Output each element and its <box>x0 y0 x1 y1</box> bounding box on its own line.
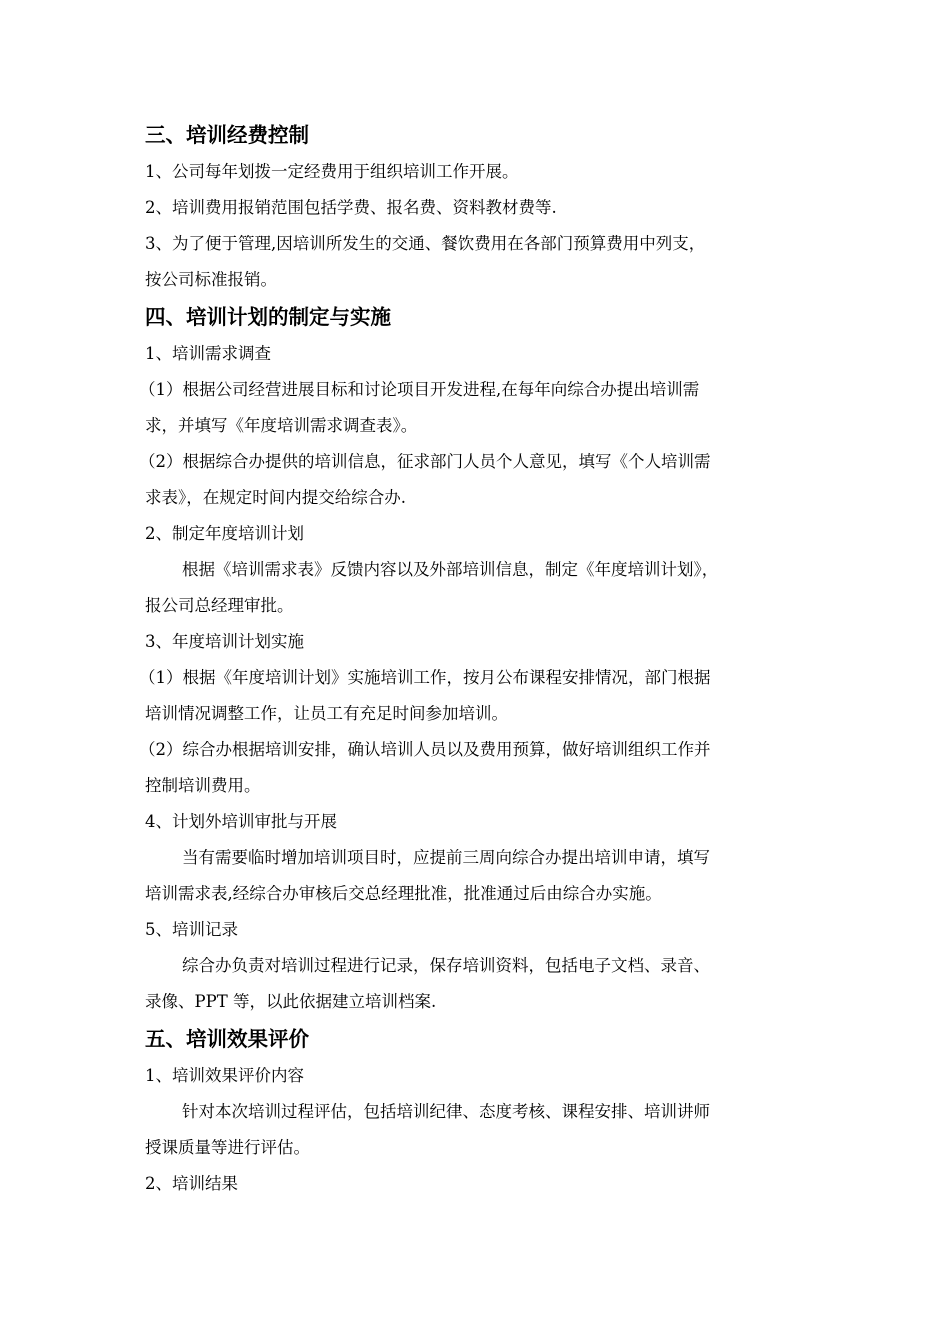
paragraph-line: 录像、PPT 等，以此依据建立培训档案. <box>145 992 437 1011</box>
paragraph-line: （2）根据综合办提供的培训信息，征求部门人员个人意见，填写《个人培训需 <box>139 452 711 471</box>
paragraph-line: 当有需要临时增加培训项目时，应提前三周向综合办提出培训申请，填写 <box>182 848 710 867</box>
document-body <box>139 116 815 1202</box>
paragraph-line: 培训需求表,经综合办审核后交总经理批准，批准通过后由综合办实施。 <box>145 884 662 903</box>
paragraph-line: （1）根据《年度培训计划》实施培训工作，按月公布课程安排情况，部门根据 <box>139 668 711 687</box>
paragraph-line: （1）根据公司经营进展目标和讨论项目开发进程,在每年向综合办提出培训需 <box>139 380 700 399</box>
section-heading-5: 五、培训效果评价 <box>145 1027 309 1051</box>
section-heading-3: 三、培训经费控制 <box>145 123 309 147</box>
subheading: 1、培训需求调查 <box>145 344 271 363</box>
paragraph-line: 授课质量等进行评估。 <box>145 1138 310 1157</box>
paragraph-line: 报公司总经理审批。 <box>145 596 294 615</box>
subheading: 5、培训记录 <box>145 920 238 939</box>
subheading: 2、制定年度培训计划 <box>145 524 304 543</box>
subheading: 4、计划外培训审批与开展 <box>145 812 337 831</box>
paragraph-line: 3、为了便于管理,因培训所发生的交通、餐饮费用在各部门预算费用中列支， <box>145 234 706 253</box>
paragraph-line: 按公司标准报销。 <box>145 270 277 289</box>
subheading: 1、培训效果评价内容 <box>145 1066 304 1085</box>
subheading: 3、年度培训计划实施 <box>145 632 304 651</box>
paragraph-line: 求表》，在规定时间内提交给综合办. <box>145 488 406 507</box>
paragraph-line: 求，并填写《年度培训需求调查表》。 <box>145 416 418 435</box>
paragraph-line: 培训情况调整工作，让员工有充足时间参加培训。 <box>145 704 508 723</box>
paragraph-line: 根据《培训需求表》反馈内容以及外部培训信息，制定《年度培训计划》， <box>182 560 719 579</box>
paragraph-line: 综合办负责对培训过程进行记录，保存培训资料，包括电子文档、录音、 <box>182 956 710 975</box>
paragraph-line: 1、公司每年划拨一定经费用于组织培训工作开展。 <box>145 162 519 181</box>
paragraph-line: 控制培训费用。 <box>145 776 261 795</box>
paragraph-line: 2、培训费用报销范围包括学费、报名费、资料教材费等. <box>145 198 557 217</box>
paragraph-line: 针对本次培训过程评估，包括培训纪律、态度考核、课程安排、培训讲师 <box>182 1102 710 1121</box>
paragraph-line: （2）综合办根据培训安排，确认培训人员以及费用预算，做好培训组织工作并 <box>139 740 711 759</box>
subheading: 2、培训结果 <box>145 1174 238 1193</box>
section-heading-4: 四、培训计划的制定与实施 <box>145 305 391 329</box>
